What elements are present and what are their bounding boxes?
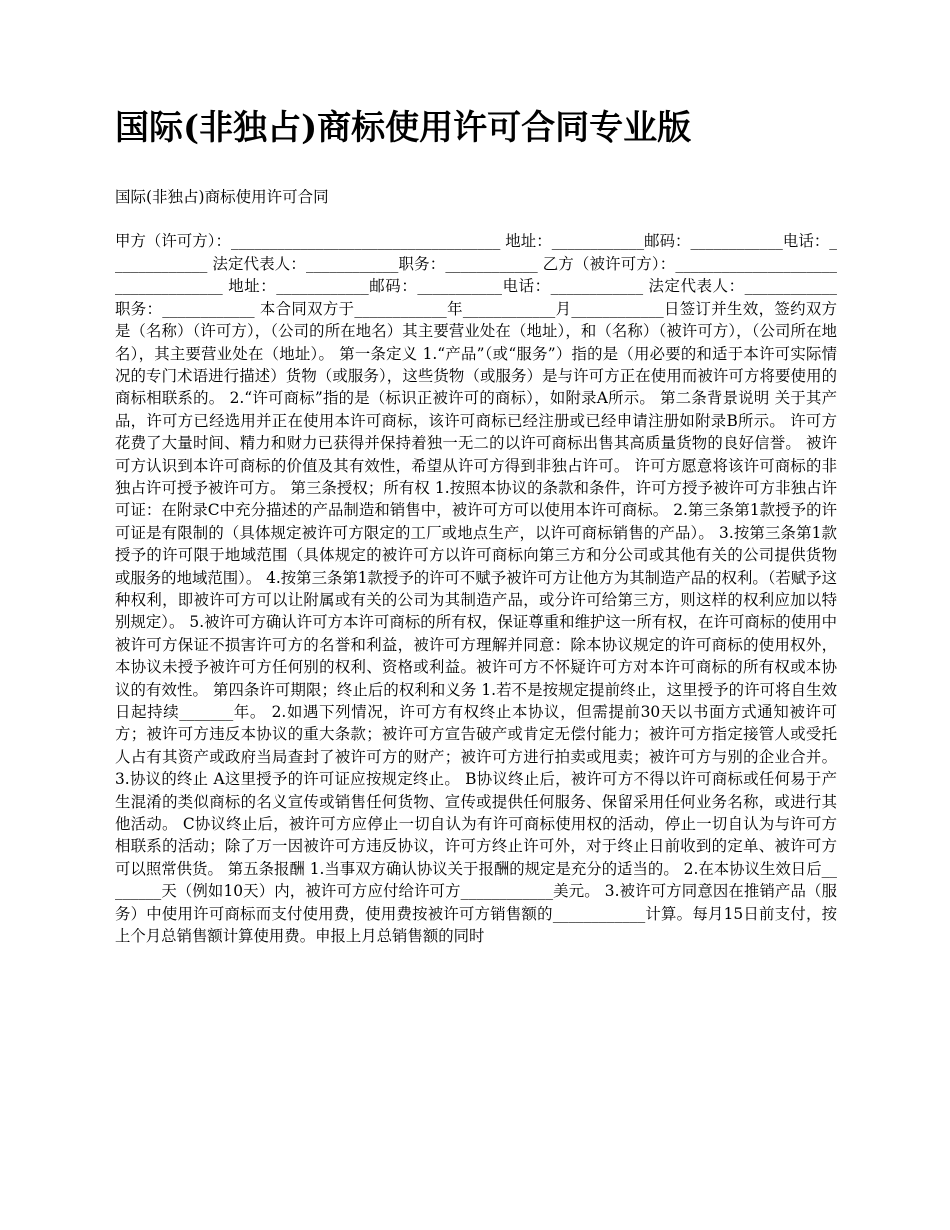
contract-body-text: 甲方（许可方）：___________________________________ 地址：____________邮码：____________电话：_____________ 法定代表人：____________职务：____________ 乙方（被许可方）：___________________________________ 地址：____________邮码：___________电话：____________ 法定代表人：____________职务：____________ 本合同双方于____________年____________月____________日签订并生效，签约双方是（名称）（许可方），（公司的所在地名）其主要营业处在（地址），和（名称）（被许可方），（公司所在地名），其主要营业处在（地址）。 第一条定义 1.“产品”（或“服务”）指的是（用必要的和适于本许可实际情况的专门术语进行描述）货物（或服务），这些货物（或服务）是与许可方正在使用而被许可方将要使用的商标相联系的。 2.“许可商标”指的是（标识正被许可的商标），如附录A所示。 第二条背景说明 关于其产品，许可方已经选用并正在使用本许可商标，该许可商标已经注册或已经申请注册如附录B所示。 许可方花费了大量时间、精力和财力已获得并保持着独一无二的以许可商标出售其高质量货物的良好信誉。 被许可方认识到本许可商标的价值及其有效性，希望从许可方得到非独占许可。 许可方愿意将该许可商标的非独占许可授予被许可方。 第三条授权；所有权 1.按照本协议的条款和条件，许可方授予被许可方非独占许可证：在附录C中充分描述的产品制造和销售中，被许可方可以使用本许可商标。 2.第三条第1款授予的许可证是有限制的（具体规定被许可方限定的工厂或地点生产，以许可商标销售的产品）。 3.按第三条第1款授予的许可限于地域范围（具体规定的被许可方以许可商标向第三方和分公司或其他有关的公司提供货物或服务的地域范围）。 4.按第三条第1款授予的许可不赋予被许可方让他方为其制造产品的权利。（若赋予这种权利，即被许可方可以让附属或有关的公司为其制造产品，或分许可给第三方，则这样的权利应加以特别规定）。 5.被许可方确认许可方本许可商标的所有权，保证尊重和维护这一所有权，在许可商标的使用中被许可方保证不损害许可方的名誉和利益，被许可方理解并同意：除本协议规定的许可商标的使用权外，本协议未授予被许可方任何别的权利、资格或利益。被许可方不怀疑许可方对本许可商标的所有权或本协议的有效性。 第四条许可期限；终止后的权利和义务 1.若不是按规定提前终止，这里授予的许可将自生效日起持续_______年。 2.如遇下列情况，许可方有权终止本协议，但需提前30天以书面方式通知被许可方；被许可方违反本协议的重大条款；被许可方宣告破产或肯定无偿付能力；被许可方指定接管人或受托人占有其资产或政府当局查封了被许可方的财产；被许可方进行拍卖或甩卖；被许可方与别的企业合并。 3.协议的终止 A这里授予的许可证应按规定终止。 B协议终止后，被许可方不得以许可商标或任何易于产生混淆的类似商标的名义宣传或销售任何货物、宣传或提供任何服务、保留采用任何业务名称，或进行其他活动。 C协议终止后，被许可方应停止一切自认为有许可商标使用权的活动，停止一切自认为与许可方相联系的活动；除了万一因被许可方违反协议，许可方终止许可外，对于终止日前收到的定单、被许可方可以照常供货。 第五条报酬 1.当事双方确认协议关于报酬的规定是充分的适当的。 2.在本协议生效日后________天（例如10天）内，被许可方应付给许可方____________美元。 3.被许可方同意因在推销产品（服务）中使用许可商标而支付使用费，使用费按被许可方销售额的____________计算。每月15日前支付，按上个月总销售额计算使用费。申报上月总销售额的同时 xyxy=(115,232,837,946)
document-subtitle: 国际(非独占)商标使用许可合同 xyxy=(115,187,329,206)
page-title: 国际(非独占)商标使用许可合同专业版 xyxy=(115,108,692,148)
